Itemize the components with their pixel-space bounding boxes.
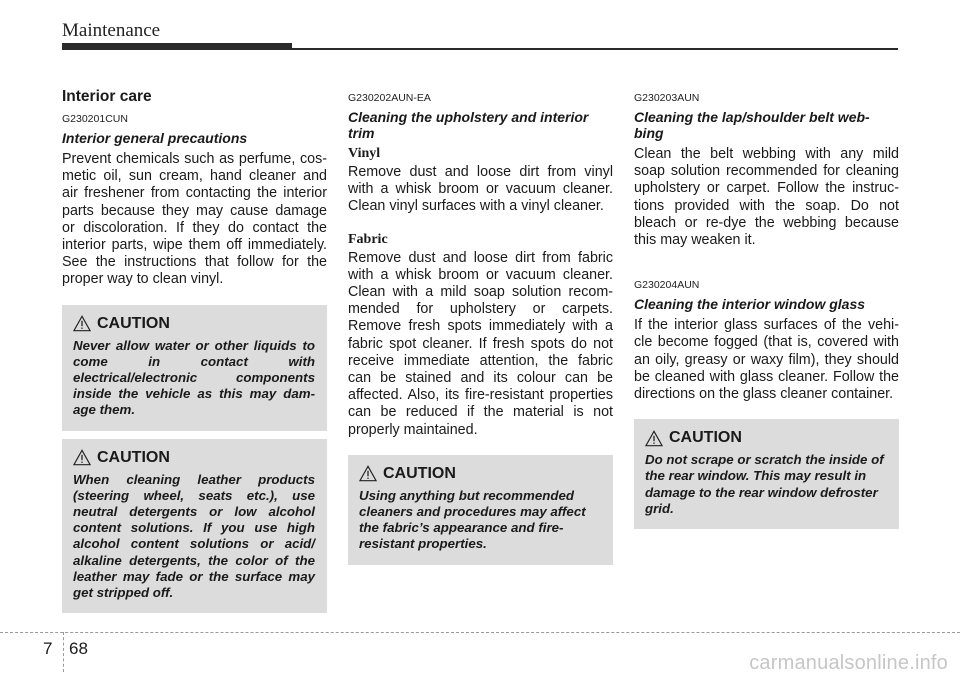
paragraph-fabric: Remove dust and loose dirt from fabric with a whisk broom or vacuum cleaner. Clean with a mild soap solution recom-mended for upholstery or carpets. Remove fresh spots immediately with a fabric spot cleaner. If fresh spots do not receive immediate attention, the fabric can be stained and its colour can be affected. Also, its fire-resistant properties can be reduced if the material is not properly maintained. [348,249,613,438]
subheading-window-glass: Cleaning the interior window glass [634,296,866,313]
warning-triangle-icon [73,315,91,332]
caution-text: Do not scrape or scratch the inside of the rear window. This may result in damage to the rear window defroster grid. [645,452,884,516]
caution-text: Using anything but recommended cleaners and procedures may affect the fabric’s appearance and fire-resistant properties. [359,487,586,552]
subheading-general-precautions: Interior general precautions [62,130,248,146]
subheading-fabric: Fabric [348,231,388,247]
warning-triangle-icon [359,465,377,482]
caution-box-liquids [62,305,327,431]
page-number: 68 [69,639,88,658]
warning-triangle-icon [73,449,91,466]
subheading-belt-webbing: Cleaning the lap/shoulder belt web-bing [634,109,870,141]
caution-title: CAUTION [97,448,170,466]
column-left [62,88,327,613]
section-code: G230203AUN [634,92,700,104]
column-right [634,92,899,529]
paragraph-belt-webbing: Clean the belt webbing with any mild soap solution recommended for cleaning upholstery or carpet. Follow the instruc-tions provided with the soap. Do not bleach or re-dye the webbing because this may weaken it. [634,146,899,249]
subheading-vinyl: Vinyl [348,146,381,161]
subheading-upholstery: Cleaning the upholstery and interior trim [348,109,589,141]
paragraph-vinyl: Remove dust and loose dirt from vinyl with a whisk broom or vacuum cleaner. Clean vinyl surfaces with a vinyl cleaner. [348,164,613,215]
warning-triangle-icon [645,430,663,447]
caution-box-leather [62,439,327,614]
caution-box-rear-window [634,419,899,529]
section-code: G230204AUN [634,279,700,292]
header-rule [62,48,898,50]
caution-title: CAUTION [383,464,456,482]
footer-dashed-rule [0,632,960,633]
column-middle [348,92,613,565]
chapter-number: 7 [43,639,53,658]
watermark: carmanualsonline.info [749,652,948,674]
section-code: G230201CUN [62,113,128,125]
section-code: G230202AUN-EA [348,92,431,104]
caution-text: Never allow water or other liquids to come in contact with electrical/electronic components inside the vehicle as this may dam-age them. [73,337,315,418]
caution-title: CAUTION [97,314,170,332]
paragraph-general-precautions: Prevent chemicals such as perfume, cos-metic oil, sun cream, hand cleaner and air freshener from contacting the interior parts because they may cause damage or discoloration. If they do contact the interior parts, wipe them off immediately. See the instructions that follow for the proper way to clean vinyl. [62,151,327,288]
footer-dashed-divider [63,632,64,672]
section-heading: Interior care [62,88,152,105]
caution-title: CAUTION [669,429,742,447]
paragraph-window-glass: If the interior glass surfaces of the vehi-cle become fogged (that is, covered with an oily, greasy or waxy film), they should be cleaned with glass cleaner. Follow the directions on the glass cleaner container. [634,317,899,403]
caution-box-cleaners [348,455,613,565]
caution-text: When cleaning leather products (steering wheel, seats etc.), use neutral detergents or low alcohol content solutions. If you use high alcohol content solutions or acid/ alkaline detergents, the color of the leather may fade or the surface may get stripped off. [73,471,315,601]
page-header-title: Maintenance [62,20,161,41]
